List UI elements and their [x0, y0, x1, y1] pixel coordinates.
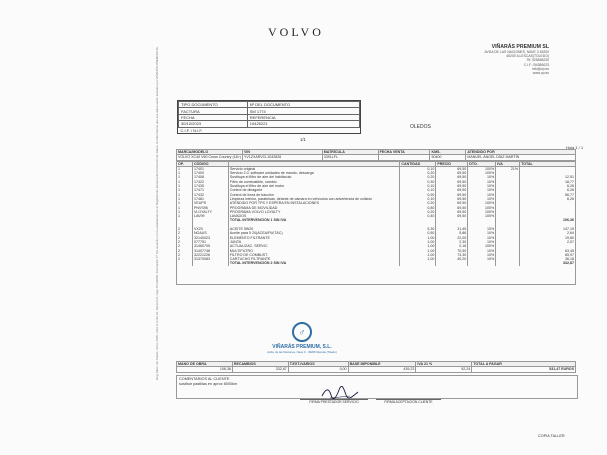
line-item-total: 6,26 [520, 188, 576, 192]
line-item-total: 36,18 [520, 257, 576, 261]
line-item-desc: Limpieza interior, parabrisas, delante de cámara en vehículos con advertencia de colisión [228, 197, 400, 201]
line-item-op: 1 [177, 206, 193, 210]
doc-number-value: SM 1774 [247, 108, 359, 114]
totals-header: RECAMBIOS [232, 362, 288, 367]
detail-table-box [176, 149, 576, 285]
line-item-code: VLOYALTY [192, 210, 228, 214]
doc-number-label: Nº DEL DOCUMENTO [247, 102, 359, 108]
date-value: 30/10/2023 [179, 121, 248, 127]
col-header: PRECIO [436, 161, 468, 166]
line-item-code: 17400 [192, 171, 228, 175]
line-item-code: 17408 [192, 175, 228, 179]
line-item-total: 2,07 [520, 240, 576, 244]
line-item-code: 31370083 [192, 257, 228, 261]
line-item-total: 332,87 [520, 261, 576, 265]
line-item-price: 0,16 [436, 244, 468, 248]
comments-text: sustituir pastillas en aprox 8000km [179, 382, 238, 386]
line-item-op: 1 [177, 175, 193, 179]
vehicle-header: ATENDIDO POR [466, 150, 576, 155]
line-item-total: 18,77 [520, 180, 576, 184]
vehicle-header: KMS. [430, 150, 466, 155]
vehicle-plate: 3391LFL [322, 155, 378, 160]
dealer-line: C.I.F.: B4386023 [523, 62, 549, 67]
line-item-dto: 100% [468, 210, 496, 214]
line-item-desc: ACTUALIZAC. SERVIC [228, 244, 400, 248]
line-item-code: 17471 [192, 188, 228, 192]
vehicle-header: MARCA/MODELO [177, 150, 243, 155]
line-item-price: 69,50 [436, 171, 468, 175]
line-item-qty: 0,50 [400, 231, 436, 235]
line-item-dto: 10% [468, 249, 496, 253]
line-item-code: 17432 [192, 193, 228, 197]
line-item-qty: 0,20 [400, 201, 436, 205]
dealer-line: info@vp.es [531, 66, 549, 71]
line-item-desc: Control de dinagorie [228, 188, 400, 192]
line-item-dto: 10% [468, 188, 496, 192]
line-item-price: 69,50 [436, 210, 468, 214]
line-item-desc: Sustituya el filtro de aire del motor [228, 184, 400, 188]
line-item-total: 147,19 [520, 227, 576, 231]
line-item-dto: 10% [468, 184, 496, 188]
col-header: DTO. [468, 161, 496, 166]
stamp-name: VIÑARÁS PREMIUM, S.L. [272, 344, 332, 350]
line-item-total: 6,26 [520, 184, 576, 188]
vehicle-model: VOLVO XC40 V60 Cross Country (18>) [178, 155, 241, 160]
line-item-total: 56,77 [520, 193, 576, 197]
dealer-info [484, 44, 549, 75]
line-item-code: 17422 [192, 180, 228, 184]
page-number: Hoja 1 / 1 [566, 145, 584, 150]
line-item-desc: PROGRAMA VOLVO LOYALTY [228, 210, 400, 214]
line-item-op: 1 [177, 201, 193, 205]
copy-label: COPIA TALLER [538, 434, 565, 438]
document-header-box [177, 100, 361, 134]
client-name: OLEDOS [410, 124, 431, 130]
line-items [177, 166, 576, 265]
line-item-dto: 10% [468, 240, 496, 244]
client-comments [176, 375, 578, 399]
grand-total: 531,47 EUROS [472, 367, 576, 372]
line-item-qty: 1,00 [400, 249, 436, 253]
date-label: FECHA [179, 114, 248, 120]
volvo-emblem-icon: ♂ [292, 322, 312, 342]
line-item-price: 2,30 [436, 240, 468, 244]
line-item-op: 2 [177, 240, 193, 244]
line-item-code: 17401 [192, 166, 228, 171]
totals-header: TOTAL A PAGAR [472, 362, 576, 367]
line-item-qty: 0,10 [400, 166, 436, 171]
dealer-line: 45200 ILLESCAS(TOLEDO) [506, 54, 549, 59]
line-item-qty: 0,40 [400, 214, 436, 218]
line-item-dto: 10% [468, 180, 496, 184]
line-item-total: 63,45 [520, 249, 576, 253]
table-filler [177, 266, 576, 285]
line-item-desc: CARTUCHO FILTRANTE [228, 257, 400, 261]
vehicle-header: MATRÍCULA [322, 150, 378, 155]
vehicle-kms: 50400 [430, 155, 466, 160]
line-item-price: 69,50 [436, 193, 468, 197]
totals-header: BASE IMPONIBLE [348, 362, 416, 367]
line-item-code: 32140023 [192, 236, 228, 240]
line-item-op: 1 [177, 193, 193, 197]
line-item-dto: 100% [468, 206, 496, 210]
line-item-desc: Aceite para 5 20(ACEA/FW,TAC) [228, 231, 400, 235]
line-item-qty: 0,10 [400, 197, 436, 201]
line-item-price: 69,50 [436, 206, 468, 210]
line-item-price: 69,50 [436, 175, 468, 179]
line-item-code: 17435 [192, 184, 228, 188]
line-item-dto: 10% [468, 197, 496, 201]
stamp-address: Avda. de las Naciones, Nave 3 · 45200 Illescas (Toledo) [267, 350, 337, 354]
line-item-op: 1 [177, 166, 193, 171]
line-item-qty: 1,00 [400, 244, 436, 248]
line-item-total: 6,26 [520, 197, 576, 201]
vehicle-sale-date [378, 155, 430, 160]
line-item-code: 17481 [192, 197, 228, 201]
line-item-desc: Filtro de combustible, cambio [228, 180, 400, 184]
line-item-qty: 0,10 [400, 188, 436, 192]
line-item-code: NOAUS [192, 231, 228, 235]
line-item-qty: 0,20 [400, 175, 436, 179]
line-item-total: 106,36 [520, 218, 576, 222]
line-item-qty: 5,30 [400, 227, 436, 231]
totals-table [176, 361, 576, 373]
line-item-dto: 10% [468, 231, 496, 235]
legal-side-text: Reg. Merc. de Toledo, Tomo 1635, Libro 0, Folio 34, Sección 8, Hoja TO-39045, Inscripción 1ª. De acuerdo con lo establecido en el Reglamento General de Protección de Datos, le informamos que sus datos serán tratados por VIÑARÁS PREMIUM SL. [155, 45, 159, 380]
totals-header: T.EXT./VARIOS [288, 362, 348, 367]
line-item-qty: 0,80 [400, 206, 436, 210]
line-item-code: 31460705 [192, 244, 228, 248]
line-item-op: 2 [177, 227, 193, 231]
service-provider-signature-label: FIRMA PRESTADOR SERVICIO [300, 399, 368, 404]
cif-value [247, 127, 359, 133]
col-header: IVA [496, 161, 520, 166]
line-item-dto: 10% [468, 257, 496, 261]
line-item-desc: ELEMENTO FILTRANTE [228, 236, 400, 240]
vehicle-header: FECHA VENTA [378, 150, 430, 155]
line-item-code: 32221226 [192, 253, 228, 257]
line-item-op: 1 [177, 184, 193, 188]
totals-header: IVA 21 % [416, 362, 472, 367]
doc-type-label: TIPO DOCUMENTO [179, 102, 248, 108]
line-item-desc: LAVADOS [228, 214, 400, 218]
line-item-dto: 100% [468, 244, 496, 248]
line-item-qty: 0,30 [400, 180, 436, 184]
line-item-op: 1 [177, 171, 193, 175]
line-item-code: 077751 [192, 240, 228, 244]
line-item-dto: 10% [468, 236, 496, 240]
client-signature-label: FIRMA ACEPTACIÓN CLIENTE [376, 399, 441, 404]
line-item-desc: ACEITE 5W20 [228, 227, 400, 231]
line-item-total: 2,64 [520, 231, 576, 235]
line-item-code: PNVS96 [192, 206, 228, 210]
labour-total: 106,36 [177, 367, 233, 372]
line-item-qty: 1,00 [400, 240, 436, 244]
doc-type-value: FACTURA [179, 108, 248, 114]
line-item-op: 1 [177, 214, 193, 218]
line-item-price: 69,50 [436, 214, 468, 218]
line-item-price: 40,20 [436, 257, 468, 261]
line-item-total: 12,51 [520, 175, 576, 179]
line-item-price: 69,50 [436, 184, 468, 188]
line-item-qty: 0,20 [400, 171, 436, 175]
line-item-price: 69,50 [436, 180, 468, 184]
line-item-code: LAV99 [192, 214, 228, 218]
reference-label: REFERENCIA [247, 114, 359, 120]
line-item-price: 69,50 [436, 188, 468, 192]
vehicle-attended-by: MANUEL ÁNGEL DÍAZ MARTÍN [466, 155, 576, 160]
line-item-desc: PROGRAMA DE MOVILIDAD [228, 206, 400, 210]
vat-amount: 92,24 [416, 367, 472, 372]
line-item-op: 1 [177, 197, 193, 201]
line-item-price: 5,86 [436, 231, 468, 235]
line-item-op: 2 [177, 249, 193, 253]
cif-label: C.I.F. / N.I.F. [180, 127, 203, 133]
line-item-total: 19,80 [520, 236, 576, 240]
line-item-price: 22,00 [436, 236, 468, 240]
col-header: CÓDIGO [192, 161, 228, 166]
line-item-qty: 0,10 [400, 184, 436, 188]
copy-marker: 1/1 [300, 137, 306, 142]
parts-total: 332,87 [232, 367, 288, 372]
line-item-price: 69,50 [436, 197, 468, 201]
vehicle-vin: YV1ZXARVCL1042826 [242, 155, 322, 160]
line-item-op: 1 [177, 210, 193, 214]
line-item-iva: 21% [496, 166, 520, 171]
line-item-price: 70,50 [436, 249, 468, 253]
line-item-qty: 0,90 [400, 193, 436, 197]
dealer-name: VIÑARÁS PREMIUM SL [491, 44, 549, 50]
line-item-dto: 100% [468, 171, 496, 175]
line-item-code: VX20 [192, 227, 228, 231]
col-header: OP. [177, 161, 193, 166]
line-item-desc: TOTAL INTERVENCIÓN 2 SIN IVA [228, 261, 400, 265]
line-item-desc: JUNTA [228, 240, 400, 244]
line-item-op: 2 [177, 231, 193, 235]
line-item-desc: Sustituya el filtro de aire del habitáculo [228, 175, 400, 179]
line-item-desc: TOTAL INTERVENCIÓN 1 SIN IVA [228, 218, 400, 222]
company-stamp [262, 322, 342, 354]
handwritten-signature [320, 386, 360, 400]
line-item-op: 2 [177, 253, 193, 257]
dealer-line: AVDA DE LAS NACIONES, NAVE 3 45200 [484, 50, 549, 54]
line-item-code: 31407748 [192, 249, 228, 253]
line-item-op: 1 [177, 180, 193, 184]
vehicle-table [176, 149, 576, 161]
totals-header: MANO DE OBRA [177, 362, 233, 367]
line-item-qty: 0,20 [400, 210, 436, 214]
line-item-desc: ATENDIDO POR TPS Y ESPERA EN INSTALACIONES [228, 201, 400, 205]
dealer-line: www.vp.es [532, 71, 549, 76]
line-item-op: 2 [177, 236, 193, 240]
line-item-code: VEUPS [192, 201, 228, 205]
line-item-op: 2 [177, 257, 193, 261]
line-items-table [176, 161, 576, 285]
line-item-op: 1 [177, 188, 193, 192]
line-item-dto: 10% [468, 175, 496, 179]
line-item-desc: FILTRO DE COMBUST. [228, 253, 400, 257]
line-item-op: 2 [177, 244, 193, 248]
vehicle-header: VIN [242, 150, 322, 155]
line-item-price: 31,45 [436, 227, 468, 231]
line-item-dto: 10% [468, 227, 496, 231]
line-item-dto: 10% [468, 253, 496, 257]
line-item-qty: 1,00 [400, 257, 436, 261]
line-item-desc: Servicio original [228, 166, 400, 171]
line-item-qty: 1,00 [400, 236, 436, 240]
tax-base: 439,23 [348, 367, 416, 372]
reference-value: 10425221 [247, 121, 359, 127]
line-item-total: 65,97 [520, 253, 576, 257]
line-item-dto: 100% [468, 166, 496, 171]
line-item-price: 69,50 [436, 201, 468, 205]
line-item-price: 69,50 [436, 166, 468, 171]
dealer-line: Tlf: 925858230 [526, 58, 549, 63]
col-header: TOTAL [520, 161, 576, 166]
brand-logo: VOLVO [268, 25, 324, 39]
line-item-dto: 10% [468, 193, 496, 197]
misc-total: 0,00 [288, 367, 348, 372]
comments-label: COMENTARIOS AL CLIENTE [179, 377, 230, 381]
line-item-desc: MULTIFILTRO [228, 249, 400, 253]
line-item-price: 73,30 [436, 253, 468, 257]
line-item-desc: Control de línea de tracción [228, 193, 400, 197]
line-item-dto: 100% [468, 201, 496, 205]
line-item-qty: 1,00 [400, 253, 436, 257]
line-item-dto: 100% [468, 214, 496, 218]
totals-table-box [176, 361, 576, 373]
col-header: CANTIDAD [400, 161, 436, 166]
line-item-desc: Servicio 2.0, software unidades de mando, descarga [228, 171, 400, 175]
